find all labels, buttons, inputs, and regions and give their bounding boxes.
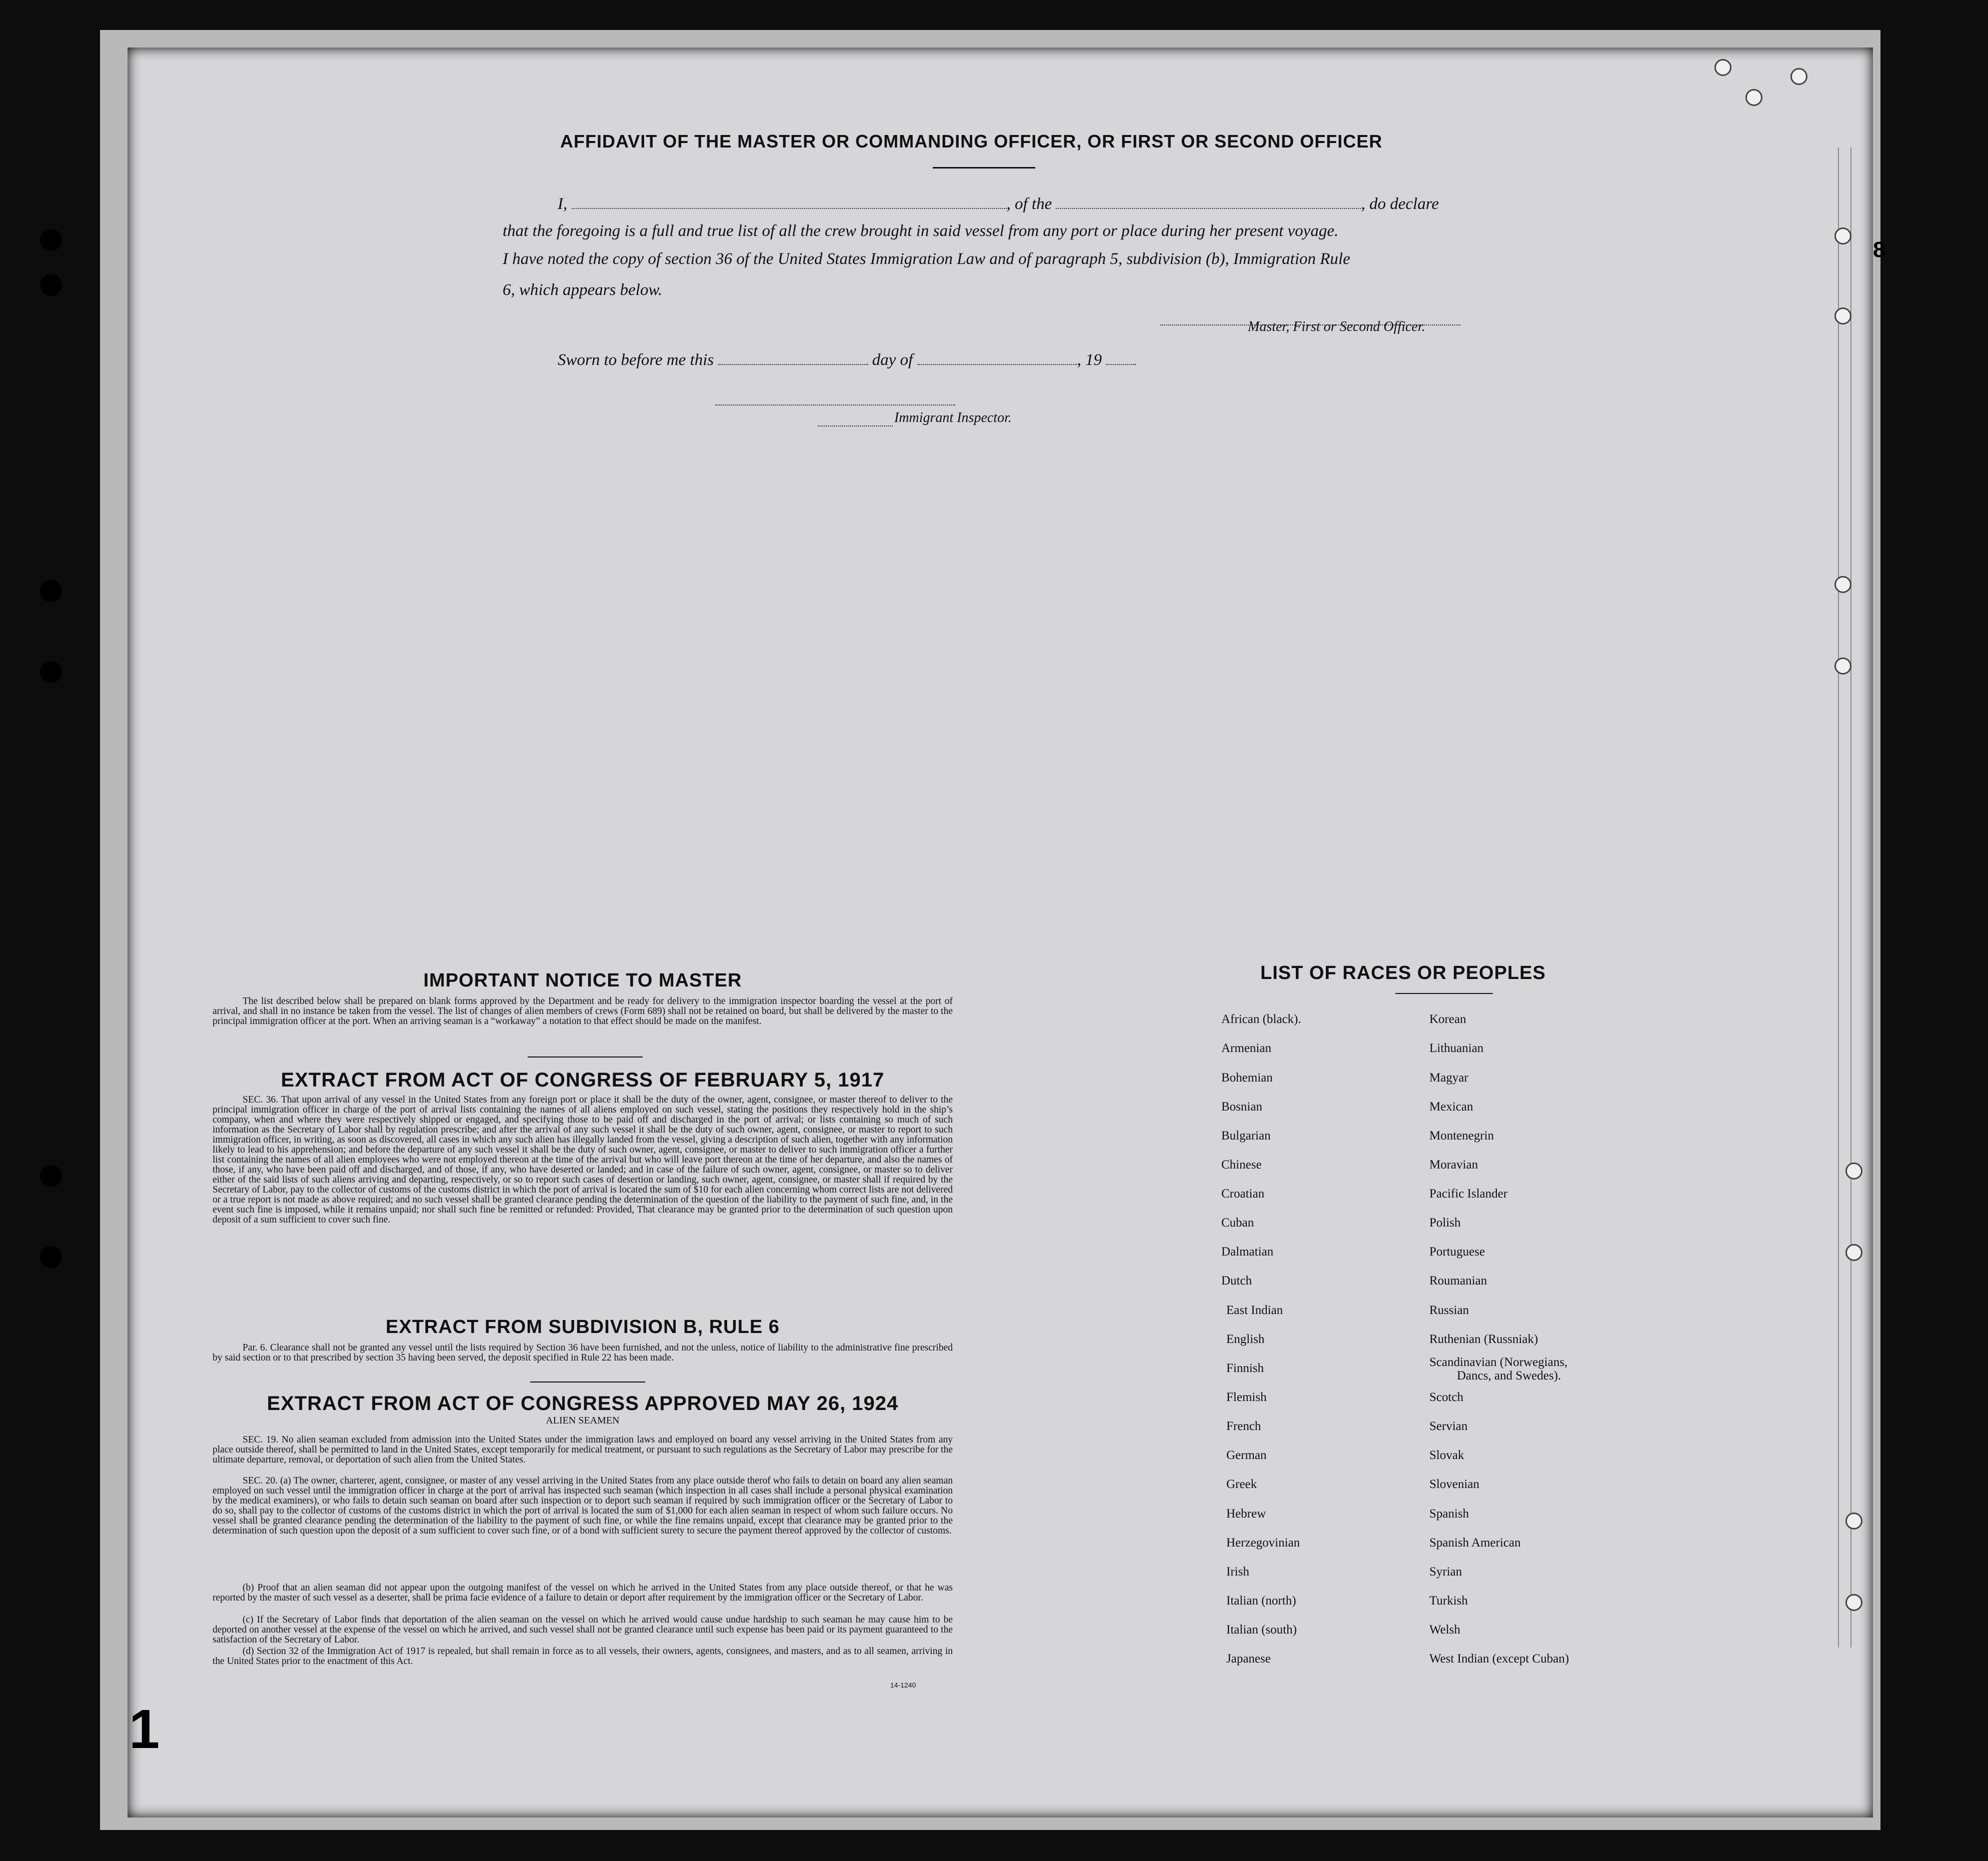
affidavit-of-the: , of the xyxy=(1006,195,1052,213)
act-1924-subtitle: ALIEN SEAMEN xyxy=(546,1415,620,1426)
race-item: Dutch xyxy=(1221,1274,1252,1288)
ring-hole-icon xyxy=(1845,1594,1862,1611)
race-item: Welsh xyxy=(1429,1623,1460,1636)
vessel-blank[interactable] xyxy=(1056,208,1361,209)
affidavit-title: AFFIDAVIT OF THE MASTER OR COMMANDING OFFICER, OR FIRST OR SECOND OFFICER xyxy=(560,131,1383,152)
inspector-signature-line[interactable] xyxy=(818,425,893,426)
race-item: Croatian xyxy=(1221,1187,1265,1200)
race-item: Slovenian xyxy=(1429,1478,1479,1491)
act-1924-sec20c: (c) If the Secretary of Labor finds that deportation of the alien seaman on the vessel on which he arrived would cause undue hardship to such seaman he may cause him to be deported on another vessel at the expense of the vessel on which he arrived, and such vessel shall not be granted clearance until such expense has been paid or its payment guaranteed to the satisfaction of the Secretary of Labor. xyxy=(213,1614,953,1645)
race-item: Lithuanian xyxy=(1429,1042,1484,1055)
act-1924-sec20d: (d) Section 32 of the Immigration Act of 1917 is repealed, but shall remain in force as to all vessels, their owners, agents, consignees, and masters, and as to all seamen, arriving in the United States prior to the enactment of this Act. xyxy=(213,1646,953,1666)
race-item: Pacific Islander xyxy=(1429,1187,1508,1200)
race-item: Moravian xyxy=(1429,1158,1478,1172)
race-item: Syrian xyxy=(1429,1565,1462,1578)
form-number: 14-1240 xyxy=(890,1681,916,1689)
race-item: Greek xyxy=(1226,1478,1257,1491)
race-item: Scandinavian (Norwegians, xyxy=(1429,1356,1568,1369)
sworn-month-blank[interactable] xyxy=(917,364,1077,365)
page-edge-line xyxy=(1850,148,1851,1648)
ring-hole-icon xyxy=(1845,1162,1862,1180)
race-item: German xyxy=(1226,1448,1267,1462)
race-item: Magyar xyxy=(1429,1071,1468,1084)
race-item: Roumanian xyxy=(1429,1274,1487,1288)
race-item: Hebrew xyxy=(1226,1507,1266,1520)
sworn-day-of: day of xyxy=(872,351,913,369)
notice-title: IMPORTANT NOTICE TO MASTER xyxy=(423,970,742,991)
inspector-signature-line[interactable] xyxy=(715,404,955,406)
race-item: African (black). xyxy=(1221,1012,1301,1026)
race-item: Portuguese xyxy=(1429,1245,1485,1258)
affidavit-line-2: that the foregoing is a full and true list of all the crew brought in said vessel from any port or place during her present voyage. xyxy=(503,222,1339,240)
punch-hole-icon xyxy=(40,1246,62,1268)
affidavit-line-1 xyxy=(558,189,1439,219)
race-item: Irish xyxy=(1226,1565,1249,1578)
divider xyxy=(528,1056,643,1058)
race-item: Italian (south) xyxy=(1226,1623,1297,1636)
race-item: Korean xyxy=(1429,1012,1466,1026)
ring-hole-icon xyxy=(1845,1244,1862,1261)
act-1917-text: SEC. 36. That upon arrival of any vessel in the United States from any foreign port or place it shall be the duty of the owner, agent, consignee, or master thereof to deliver to the principal immigration officer in charge of the port of arrival lists containing the names of all aliens employed on such vessel, stating the positions they respectively hold in the ship’s company, when and where they were respectively shipped or engaged, and specifying those to be paid off and discharged in the port of arrival; or lists containing so much of such information as the Secretary of Labor shall by regulation prescribe; and after the arrival of any such vessel it shall be the duty of such owner, agent, consignee, or master to report to such immigration officer, in writing, as soon as discovered, all cases in which any such alien has illegally landed from the vessel, giving a description of such alien, together with any information likely to lead to his apprehension; and before the departure of any such vessel it shall be the duty of such owner, agent, consignee, or master to deliver to such immigration officer a further list containing the names of all alien employees who were not employed thereon at the time of the arrival but who will leave port thereon at the time of her departure, and also the names of those, if any, who have been paid off and discharged, and of those, if any, who have deserted or landed; and in case of the failure of such owner, agent, consignee, or master so to deliver either of the said lists of such aliens arriving and departing, respectively, or so to report such cases of desertion or landing, such owner, agent, consignee, or master shall if required by the Secretary of Labor, pay to the collector of customs of the customs district in which the port of arrival is located the sum of $10 for each alien concerning whom correct lists are not delivered or a true report is not made as above required; and no such vessel shall be granted clearance pending the determination of the question of the liability to the payment of such fine, and, in the event such fine is imposed, while it remains unpaid; nor shall such fine be remitted or refunded: Provided, That clearance may be granted prior to the determination of such question upon deposit of a sum sufficient to cover such fine. xyxy=(213,1094,953,1225)
race-item: West Indian (except Cuban) xyxy=(1429,1652,1569,1666)
race-item: Mexican xyxy=(1429,1100,1473,1114)
race-item: French xyxy=(1226,1420,1261,1433)
margin-number: 1 xyxy=(129,1698,160,1760)
race-item: Bohemian xyxy=(1221,1071,1273,1084)
act-1924-sec19: SEC. 19. No alien seaman excluded from admission into the United States under the immigration laws and employed on board any vessel arriving in the United States from any place outside thereof, shall be permitted to land in the United States, except temporarily for medical treatment, or pursuant to such regulations as the Secretary of Labor may prescribe for the ultimate departure, removal, or deportation of such alien from the United States. xyxy=(213,1434,953,1465)
affidavit-do-declare: , do declare xyxy=(1361,195,1439,213)
sworn-line xyxy=(558,345,1136,375)
ring-hole-icon xyxy=(1714,59,1731,76)
race-item: Servian xyxy=(1429,1420,1468,1433)
race-item: Chinese xyxy=(1221,1158,1262,1172)
sworn-day-blank[interactable] xyxy=(718,364,868,365)
race-item: Montenegrin xyxy=(1429,1129,1494,1142)
race-item: East Indian xyxy=(1226,1304,1283,1317)
race-item: Slovak xyxy=(1429,1448,1464,1462)
affidavit-i: I, xyxy=(558,195,568,213)
act-1924-sec20b: (b) Proof that an alien seaman did not appear upon the outgoing manifest of the vessel on which he arrived in the United States from any place outside thereof, or that he was reported by the master of such vessel as a deserter, shall be prima facie evidence of a failure to detain or deport after requirement by the immigration officer or the Secretary of Labor. xyxy=(213,1582,953,1603)
rule6-text: Par. 6. Clearance shall not be granted any vessel until the lists required by Section 36 have been furnished, and not the unless, notice of liability to the administrative fine prescribed by said section or to that prescribed by section 35 having been served, the deposit specified in Rule 22 has been made. xyxy=(213,1342,953,1363)
affidavit-line-4: 6, which appears below. xyxy=(503,281,663,299)
punch-hole-icon xyxy=(40,580,62,602)
ring-hole-icon xyxy=(1834,658,1851,674)
ring-hole-icon xyxy=(1834,308,1851,324)
sworn-year-blank[interactable] xyxy=(1106,364,1136,365)
race-item: Scotch xyxy=(1429,1390,1464,1404)
race-item: Armenian xyxy=(1221,1042,1271,1055)
ring-hole-icon xyxy=(1790,68,1807,85)
rule6-title: EXTRACT FROM SUBDIVISION B, RULE 6 xyxy=(386,1316,780,1338)
race-item: Dancs, and Swedes). xyxy=(1457,1369,1561,1382)
race-item: Polish xyxy=(1429,1216,1461,1230)
inspector-signature-label: Immigrant Inspector. xyxy=(894,410,1012,426)
race-item: Turkish xyxy=(1429,1594,1468,1608)
race-item: Japanese xyxy=(1226,1652,1271,1666)
race-item: Flemish xyxy=(1226,1390,1267,1404)
act-1917-title: EXTRACT FROM ACT OF CONGRESS OF FEBRUARY 5, 1917 xyxy=(281,1069,885,1091)
race-item: Finnish xyxy=(1226,1362,1264,1375)
race-item: Spanish American xyxy=(1429,1536,1521,1550)
races-title: LIST OF RACES OR PEOPLES xyxy=(1260,962,1546,984)
affidavit-line-3: I have noted the copy of section 36 of the United States Immigration Law and of paragraph 5, subdivision (b), Immigration Rule xyxy=(503,250,1350,268)
act-1924-title: EXTRACT FROM ACT OF CONGRESS APPROVED MAY 26, 1924 xyxy=(267,1392,899,1414)
race-item: Spanish xyxy=(1429,1507,1469,1520)
races-title-underline xyxy=(1395,993,1493,994)
document-page xyxy=(128,48,1873,1818)
race-item: Herzegovinian xyxy=(1226,1536,1300,1550)
master-signature-label: Master, First or Second Officer. xyxy=(1248,319,1425,334)
sworn-year-prefix: , 19 xyxy=(1077,351,1102,369)
title-underline xyxy=(933,167,1035,168)
notice-text: The list described below shall be prepared on blank forms approved by the Department and be ready for delivery to the immigration inspector boarding the vessel at the port of arrival, and shall in no instance be taken from the vessel. The list of changes of alien members of crews (Form 689) shall not be retained on board, but shall be delivered by the master to the principal immigration officer at the port. When an arriving seaman is a “workaway” a notation to that effect should be made on the manifest. xyxy=(213,996,953,1026)
page-edge-line xyxy=(1838,148,1839,1648)
race-item: Dalmatian xyxy=(1221,1245,1274,1258)
ring-hole-icon xyxy=(1834,576,1851,593)
punch-hole-icon xyxy=(40,229,62,251)
sworn-text: Sworn to before me this xyxy=(558,351,714,369)
ring-hole-icon xyxy=(1745,89,1762,106)
race-item: English xyxy=(1226,1332,1265,1346)
race-item: Bosnian xyxy=(1221,1100,1262,1114)
race-item: Cuban xyxy=(1221,1216,1254,1230)
margin-number: 8 xyxy=(1873,238,1885,262)
race-item: Italian (north) xyxy=(1226,1594,1296,1608)
punch-hole-icon xyxy=(40,661,62,683)
race-item: Ruthenian (Russniak) xyxy=(1429,1332,1538,1346)
race-item: Russian xyxy=(1429,1304,1469,1317)
act-1924-sec20a: SEC. 20. (a) The owner, charterer, agent, consignee, or master of any vessel arriving in the United States from any place outside therof who fails to detain on board any alien seaman employed on such vessel until the immigration officer in charge at the port of arrival has inspected such seaman (which inspection in all cases shall include a personal physical examination by the medical examiners), or who fails to detain such seaman on board after such inspection or to deport such seaman if required by such immigration officer or the Secretary of Labor to do so, shall pay to the collector of customs of the customs district in which the port of arrival is located the sum of $1,000 for each alien seaman in respect of whom such failure occurs. No vessel shall be granted clearance pending the determination of the liability to the payment of such fine, or while the fine remains unpaid, except that clearance may be granted prior to the determination of such question upon the deposit of a sum sufficient to cover such fine, or of a bond with sufficient surety to secure the payment thereof approved by the collector of customs. xyxy=(213,1476,953,1536)
punch-hole-icon xyxy=(40,274,62,296)
race-item: Bulgarian xyxy=(1221,1129,1271,1142)
punch-hole-icon xyxy=(40,1165,62,1187)
ring-hole-icon xyxy=(1845,1512,1862,1530)
ring-hole-icon xyxy=(1834,228,1851,244)
name-blank[interactable] xyxy=(572,208,1007,209)
